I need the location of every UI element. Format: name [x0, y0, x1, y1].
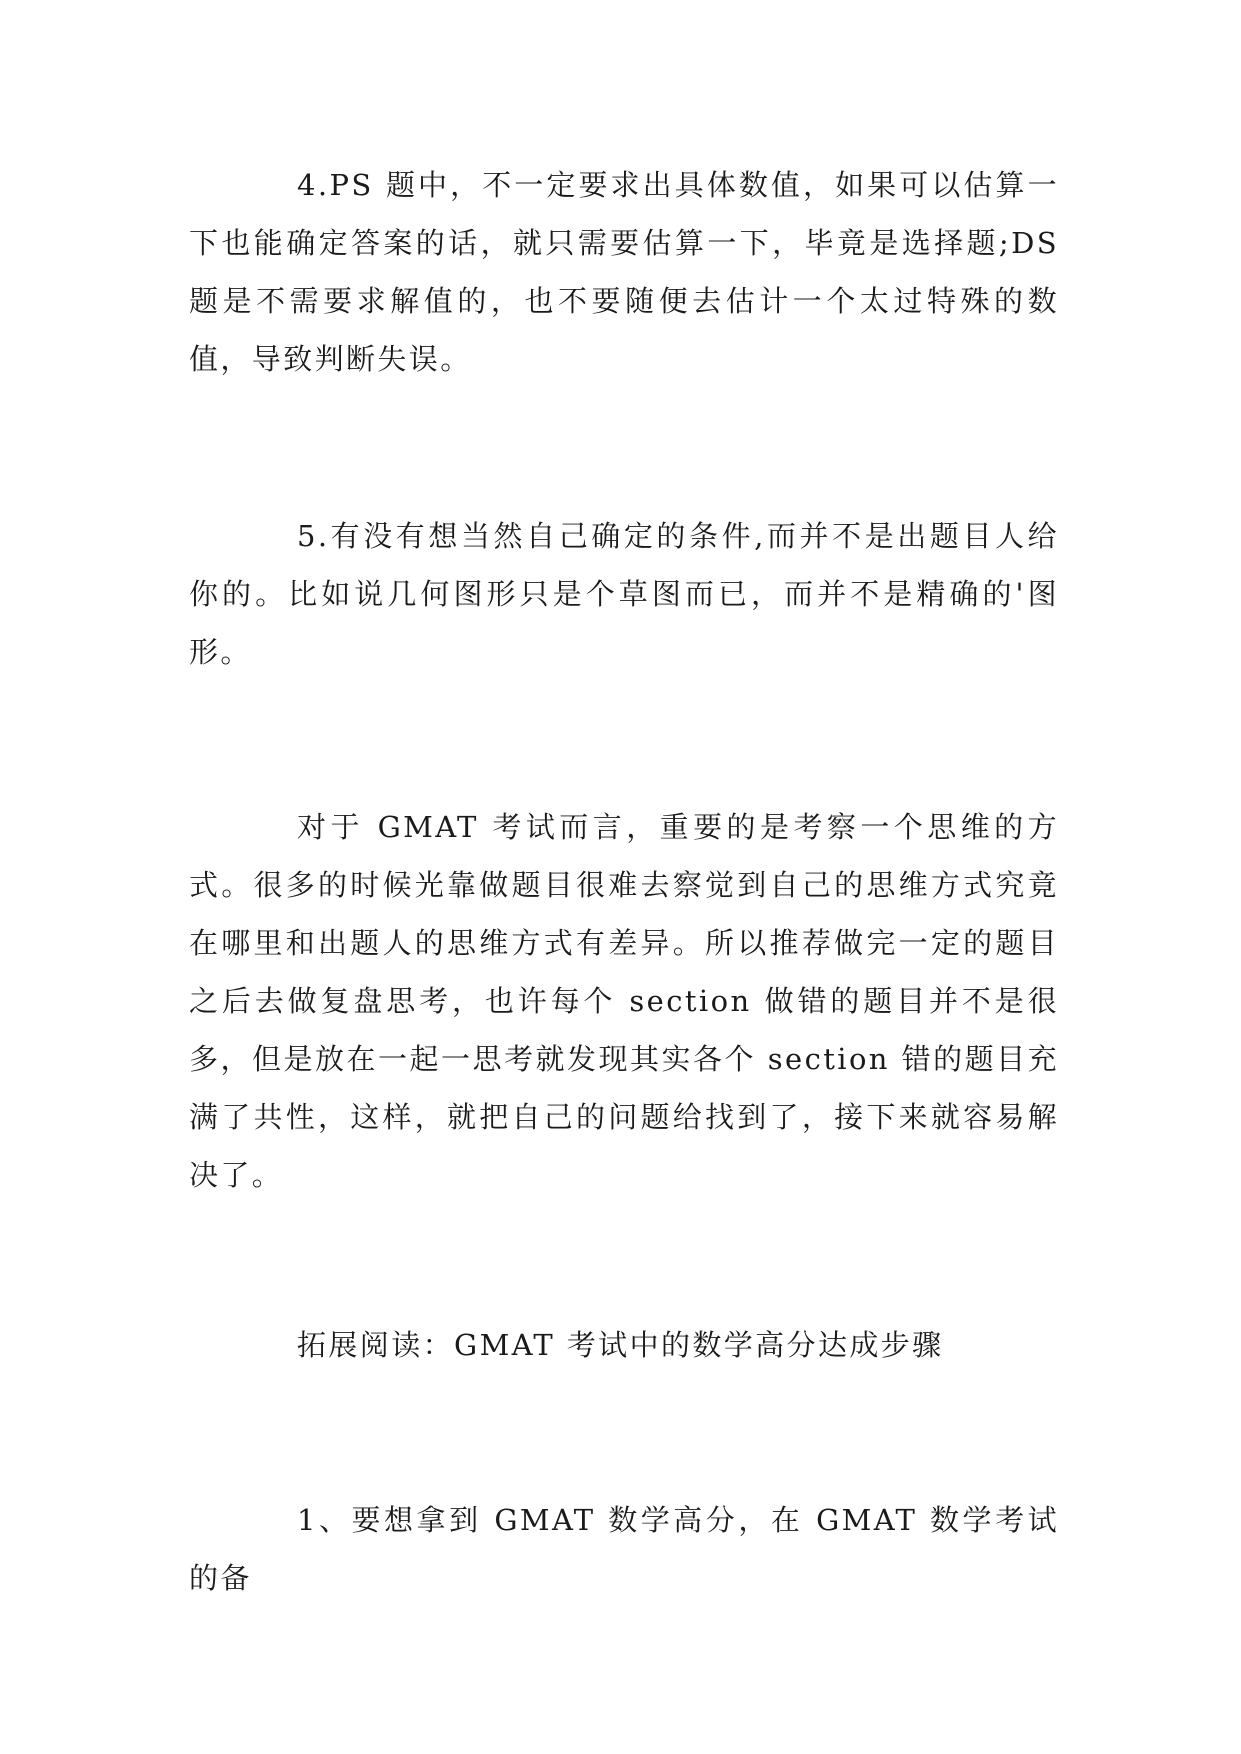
paragraph-thinking-summary: 对于 GMAT 考试而言，重要的是考察一个思维的方式。很多的时候光靠做题目很难去察觉到自己的思维方式究竟在哪里和出题人的思维方式有差异。所以推荐做完一定的题目之后去做复盘思考，也许每个 section 做错的题目并不是很多，但是放在一起一思考就发现其实各个 section 错的题目充满了共性，这样，就把自己的问题给找到了，接下来就容易解决了。	[189, 810, 1059, 1192]
paragraph-step-one: 1、要想拿到 GMAT 数学高分，在 GMAT 数学考试的备	[189, 1503, 1059, 1595]
paragraph-assumption-tip: 5.有没有想当然自己确定的条件,而并不是出题目人给你的。比如说几何图形只是个草图而已，而并不是精确的'图形。	[189, 519, 1059, 669]
paragraph-ps-ds-tip: 4.PS 题中，不一定要求出具体数值，如果可以估算一下也能确定答案的话，就只需要估算一下，毕竟是选择题;DS 题是不需要求解值的，也不要随便去估计一个太过特殊的数值，导致判断失误。	[189, 168, 1071, 376]
extended-reading-heading: 拓展阅读：GMAT 考试中的数学高分达成步骤	[297, 1328, 944, 1362]
